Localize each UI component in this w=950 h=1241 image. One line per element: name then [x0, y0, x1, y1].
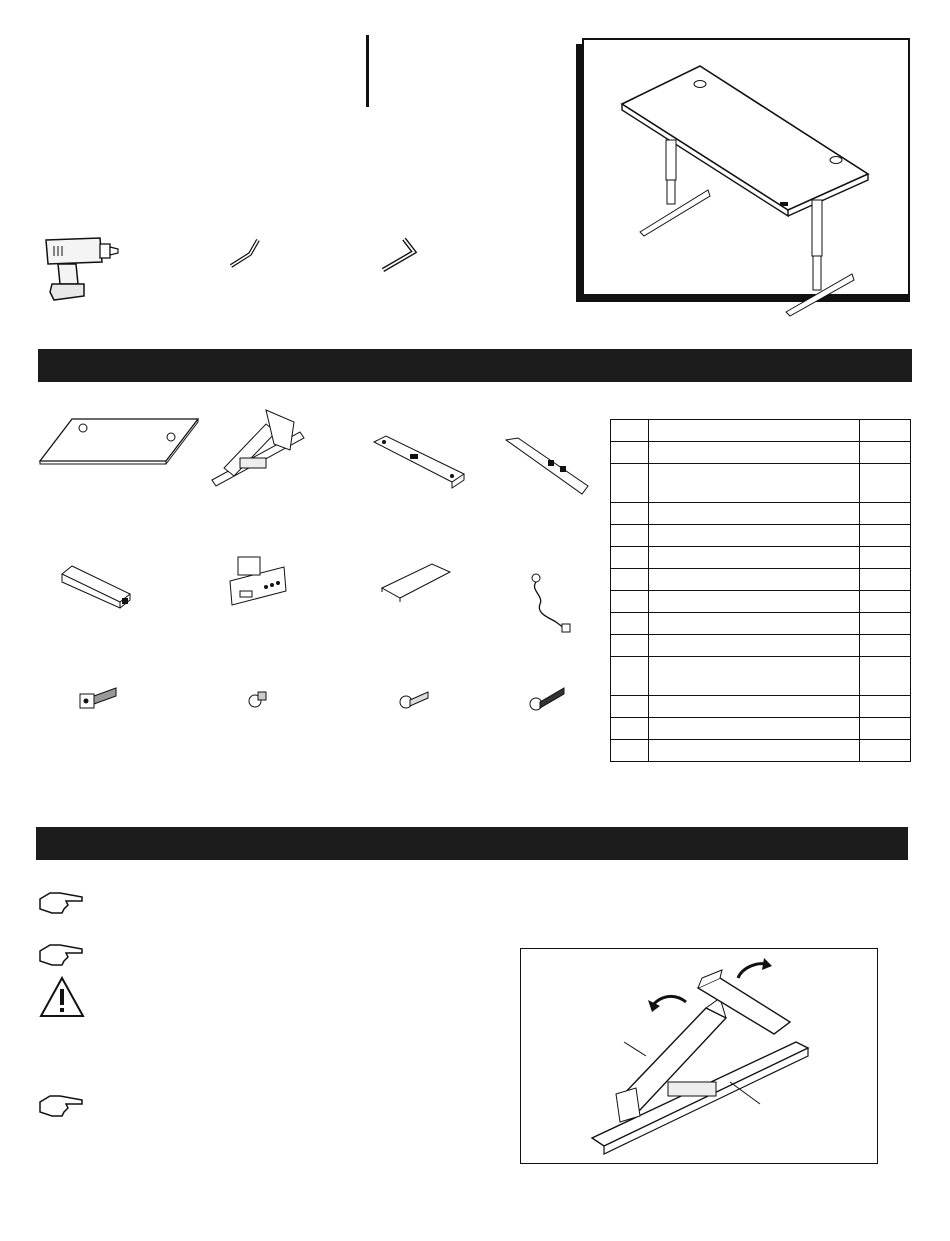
parts-table-row — [611, 525, 911, 547]
handset-controller-icon — [222, 555, 290, 609]
crossbar-icon — [370, 434, 468, 490]
control-box-icon — [60, 560, 132, 610]
parts-table-row — [611, 591, 911, 613]
parts-table-row — [611, 613, 911, 635]
parts-table-row — [611, 740, 911, 762]
parts-table-header-row — [611, 420, 911, 442]
long-bolt-icon — [76, 684, 120, 712]
pointing-hand-icon — [38, 1094, 84, 1118]
leg-frame-assembly-icon — [210, 404, 306, 494]
pointing-hand-icon — [38, 943, 84, 967]
cordless-drill-icon — [40, 232, 120, 304]
section-header-band — [38, 349, 912, 382]
pointing-hand-icon — [38, 891, 84, 915]
parts-table-row — [611, 547, 911, 569]
short-bolt-icon — [246, 688, 270, 710]
mounting-bracket-icon — [380, 560, 452, 604]
wood-screw-icon — [528, 684, 568, 714]
parts-table-row — [611, 569, 911, 591]
parts-table-row — [611, 696, 911, 718]
parts-table-row — [611, 503, 911, 525]
small-allen-key-icon — [228, 236, 262, 270]
parts-table-row — [611, 635, 911, 657]
unfold-legs-diagram — [520, 948, 878, 1164]
parts-table-row — [611, 442, 911, 464]
parts-list-table — [610, 419, 911, 762]
foot-icon — [504, 436, 590, 496]
large-allen-key-icon — [380, 236, 422, 274]
desktop-panel-icon — [38, 416, 200, 466]
power-cord-icon — [524, 570, 574, 636]
parts-table-row — [611, 464, 911, 503]
standing-desk-illustration — [582, 38, 910, 328]
parts-table-row — [611, 718, 911, 740]
parts-table-row — [611, 657, 911, 696]
header-divider — [366, 35, 369, 107]
warning-triangle-icon — [38, 975, 86, 1019]
section-header-band-2 — [36, 827, 908, 860]
machine-screw-icon — [398, 688, 432, 712]
